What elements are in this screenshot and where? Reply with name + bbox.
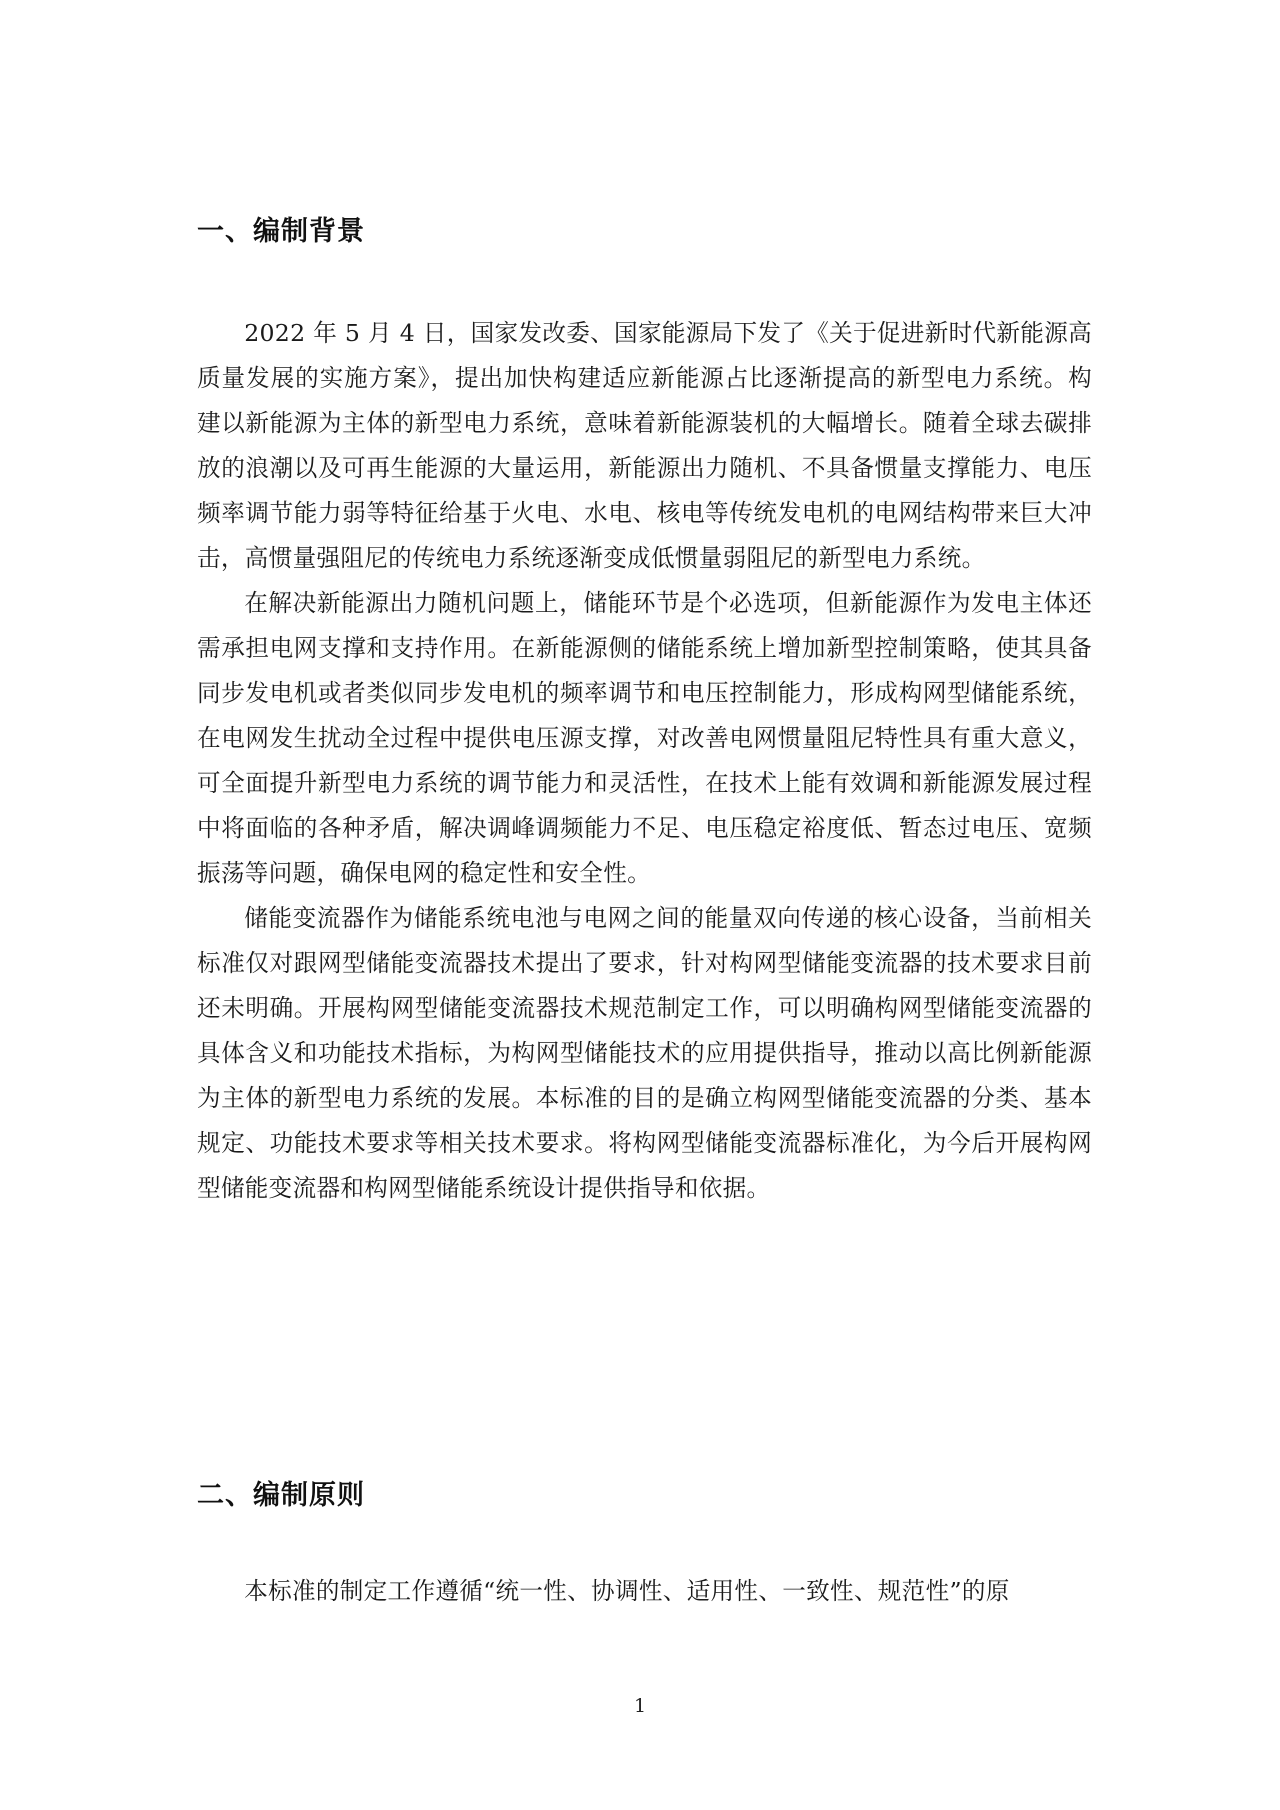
paragraph: 2022 年 5 月 4 日，国家发改委、国家能源局下发了《关于促进新时代新能源高质量发展的实施方案》，提出加快构建适应新能源占比逐渐提高的新型电力系统。构建以新能源为主体的新型电力系统，意味着新能源装机的大幅增长。随着全球去碳排放的浪潮以及可再生能源的大量运用，新能源出力随机、不具备惯量支撑能力、电压频率调节能力弱等特征给基于火电、水电、核电等传统发电机的电网结构带来巨大冲击，高惯量强阻尼的传统电力系统逐渐变成低惯量弱阻尼的新型电力系统。 <box>197 319 1092 572</box>
paragraph: 本标准的制定工作遵循“统一性、协调性、适用性、一致性、规范性”的原 <box>244 1577 1010 1605</box>
paragraph: 储能变流器作为储能系统电池与电网之间的能量双向传递的核心设备，当前相关标准仅对跟网型储能变流器技术提出了要求，针对构网型储能变流器的技术要求目前还未明确。开展构网型储能变流器技术规范制定工作，可以明确构网型储能变流器的具体含义和功能技术指标，为构网型储能技术的应用提供指导，推动以高比例新能源为主体的新型电力系统的发展。本标准的目的是确立构网型储能变流器的分类、基本规定、功能技术要求等相关技术要求。将构网型储能变流器标准化，为今后开展构网型储能变流器和构网型储能系统设计提供指导和依据。 <box>197 904 1092 1202</box>
page-number: 1 <box>633 1695 647 1717</box>
section-body-background <box>197 311 1092 1211</box>
section-heading-principles: 二、编制原则 <box>197 1480 365 1511</box>
section-body-principles <box>197 1569 1092 1614</box>
section-heading-background: 一、编制背景 <box>197 216 365 247</box>
paragraph: 在解决新能源出力随机问题上，储能环节是个必选项，但新能源作为发电主体还需承担电网支撑和支持作用。在新能源侧的储能系统上增加新型控制策略，使其具备同步发电机或者类似同步发电机的频率调节和电压控制能力，形成构网型储能系统，在电网发生扰动全过程中提供电压源支撑，对改善电网惯量阻尼特性具有重大意义，可全面提升新型电力系统的调节能力和灵活性，在技术上能有效调和新能源发展过程中将面临的各种矛盾，解决调峰调频能力不足、电压稳定裕度低、暂态过电压、宽频振荡等问题，确保电网的稳定性和安全性。 <box>197 589 1092 887</box>
